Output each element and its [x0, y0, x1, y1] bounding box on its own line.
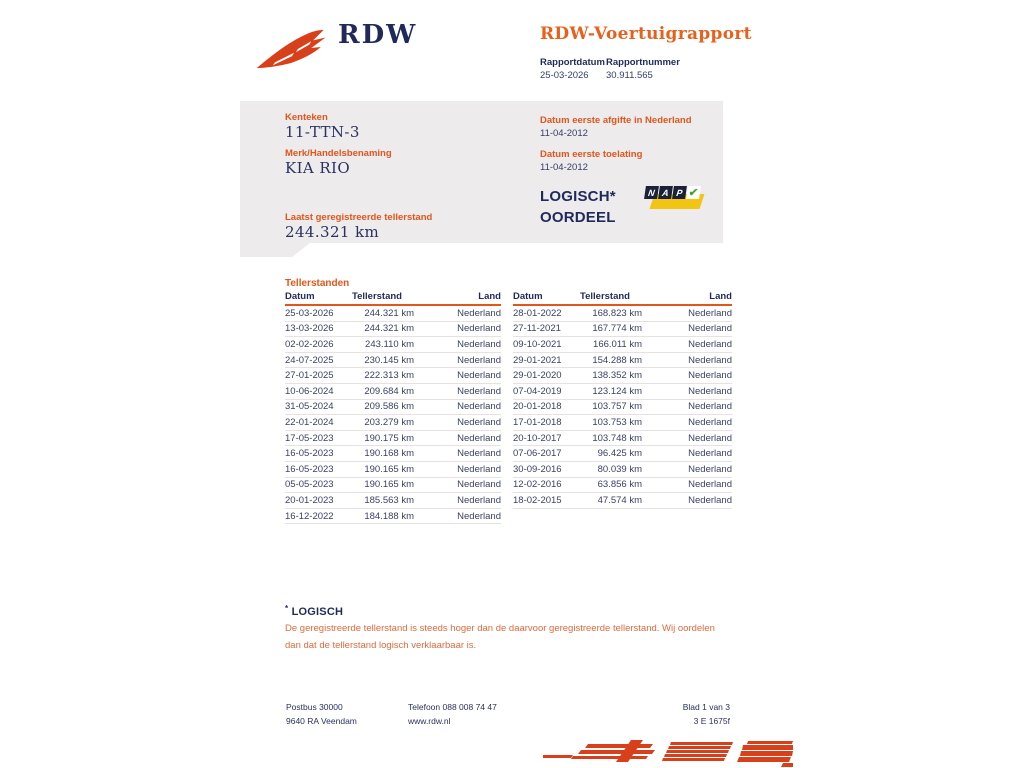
cell-tellerstand: 243.110 km — [365, 338, 414, 350]
logisch-title-text: LOGISCH — [291, 606, 344, 618]
cell-land: Nederland — [688, 338, 732, 350]
cell-land: Nederland — [457, 494, 501, 506]
cell-land: Nederland — [457, 323, 501, 335]
cell-tellerstand: 244.321 km — [364, 307, 414, 319]
footer-address — [286, 700, 357, 728]
table-row — [513, 431, 732, 447]
cell-tellerstand: 47.574 km — [597, 494, 642, 506]
cell-land: Nederland — [688, 323, 732, 335]
cell-tellerstand: 185.563 km — [364, 494, 414, 506]
cell-datum: 09-10-2021 — [513, 338, 562, 350]
cell-land: Nederland — [688, 463, 732, 475]
table-row — [513, 306, 732, 322]
cell-tellerstand: 166.011 km — [593, 338, 642, 350]
nap-check-icon: ✔ — [686, 186, 701, 199]
eerste-toelating-label: Datum eerste toelating — [540, 149, 643, 160]
cell-land: Nederland — [457, 432, 501, 444]
table-row — [285, 337, 501, 353]
kenteken-value: 11-TTN-3 — [285, 123, 360, 141]
cell-tellerstand: 209.586 km — [364, 401, 414, 413]
footer-phone: Telefoon 088 008 74 47 — [408, 702, 497, 712]
table-row — [513, 462, 732, 478]
cell-datum: 29-01-2020 — [513, 370, 562, 382]
cell-land: Nederland — [457, 370, 501, 382]
table-row — [285, 368, 501, 384]
table-row — [285, 446, 501, 462]
cell-datum: 20-10-2017 — [513, 432, 562, 444]
col-header-tellerstand: Tellerstand — [580, 291, 630, 302]
tellerstanden-table-right — [513, 290, 732, 509]
footer-form-code: 3 E 1675f — [693, 716, 730, 726]
nap-letter-n: N — [644, 186, 659, 199]
table-row — [513, 493, 732, 509]
cell-tellerstand: 80.039 km — [597, 463, 642, 475]
col-header-land: Land — [709, 291, 732, 302]
table-body-left — [285, 306, 501, 524]
footer-page-info — [683, 700, 730, 728]
cell-land: Nederland — [457, 416, 501, 428]
cell-tellerstand: 63.856 km — [597, 479, 642, 491]
cell-tellerstand: 190.175 km — [364, 432, 414, 444]
table-row — [513, 415, 732, 431]
cell-land: Nederland — [457, 385, 501, 397]
cell-land: Nederland — [457, 463, 501, 475]
table-row — [513, 446, 732, 462]
col-header-tellerstand: Tellerstand — [352, 291, 402, 302]
cell-land: Nederland — [688, 370, 732, 382]
table-body-right — [513, 306, 732, 509]
cell-land: Nederland — [457, 510, 501, 522]
cell-land: Nederland — [457, 354, 501, 366]
eerste-toelating-value: 11-04-2012 — [540, 162, 588, 173]
eerste-afgifte-value: 11-04-2012 — [540, 128, 588, 139]
cell-datum: 16-05-2023 — [285, 448, 334, 460]
footer-website-link[interactable]: www.rdw.nl — [408, 716, 451, 726]
cell-land: Nederland — [688, 416, 732, 428]
table-row — [285, 400, 501, 416]
cell-tellerstand: 190.168 km — [364, 448, 414, 460]
laatste-tellerstand-value: 244.321 km — [285, 223, 380, 241]
cell-tellerstand: 244.321 km — [364, 323, 414, 335]
cell-datum: 07-04-2019 — [513, 385, 562, 397]
merk-value: KIA RIO — [285, 159, 351, 177]
cell-tellerstand: 138.352 km — [592, 370, 642, 382]
merk-label: Merk/Handelsbenaming — [285, 148, 392, 159]
table-row — [285, 462, 501, 478]
col-header-datum: Datum — [513, 291, 543, 302]
cell-tellerstand: 209.684 km — [364, 385, 414, 397]
eerste-afgifte-label: Datum eerste afgifte in Nederland — [540, 115, 692, 126]
cell-datum: 31-05-2024 — [285, 401, 334, 413]
cell-datum: 18-02-2015 — [513, 494, 562, 506]
nap-letter-p: P — [672, 186, 687, 199]
cell-land: Nederland — [457, 479, 501, 491]
cell-datum: 20-01-2018 — [513, 401, 562, 413]
cell-datum: 17-05-2023 — [285, 432, 334, 444]
logisch-explanation-title — [285, 604, 343, 618]
cell-tellerstand: 96.425 km — [597, 448, 642, 460]
cell-land: Nederland — [688, 354, 732, 366]
cell-tellerstand: 103.748 km — [592, 432, 642, 444]
table-header — [513, 290, 732, 306]
cell-datum: 17-01-2018 — [513, 416, 562, 428]
table-row — [513, 322, 732, 338]
table-row — [513, 368, 732, 384]
table-row — [285, 384, 501, 400]
asterisk: * — [285, 604, 289, 613]
rdw-logo-icon — [255, 26, 333, 70]
kenteken-label: Kenteken — [285, 112, 328, 123]
cell-land: Nederland — [457, 307, 501, 319]
cell-tellerstand: 103.757 km — [592, 401, 642, 413]
laatste-tellerstand-label: Laatst geregistreerde tellerstand — [285, 212, 433, 223]
cell-land: Nederland — [688, 479, 732, 491]
oordeel-line1: LOGISCH* — [540, 188, 616, 205]
oordeel-line2: OORDEEL — [540, 209, 616, 226]
cell-tellerstand: 167.774 km — [592, 323, 642, 335]
cell-tellerstand: 123.124 km — [592, 385, 642, 397]
table-row — [513, 384, 732, 400]
cell-tellerstand: 103.753 km — [592, 416, 642, 428]
cell-tellerstand: 154.288 km — [592, 354, 642, 366]
cell-datum: 20-01-2023 — [285, 494, 334, 506]
cell-datum: 24-07-2025 — [285, 354, 334, 366]
cell-datum: 13-03-2026 — [285, 323, 334, 335]
table-row — [513, 337, 732, 353]
footer-address-line1: Postbus 30000 — [286, 702, 343, 712]
cell-tellerstand: 168.823 km — [592, 307, 642, 319]
table-row — [285, 353, 501, 369]
cell-tellerstand: 190.165 km — [364, 463, 414, 475]
cell-land: Nederland — [457, 401, 501, 413]
cell-tellerstand: 184.188 km — [364, 510, 414, 522]
cell-datum: 30-09-2016 — [513, 463, 562, 475]
cell-datum: 22-01-2024 — [285, 416, 334, 428]
cell-datum: 02-02-2026 — [285, 338, 334, 350]
cell-land: Nederland — [457, 338, 501, 350]
cell-datum: 16-05-2023 — [285, 463, 334, 475]
table-header — [285, 290, 501, 306]
table-row — [285, 493, 501, 509]
table-row — [285, 415, 501, 431]
table-row — [285, 509, 501, 525]
cell-tellerstand: 230.145 km — [364, 354, 414, 366]
col-header-land: Land — [478, 291, 501, 302]
nap-letter-a: A — [658, 186, 673, 199]
footer-graphic — [543, 736, 793, 768]
nap-logo — [645, 184, 705, 211]
report-number-label: Rapportnummer — [606, 57, 680, 68]
cell-datum: 10-06-2024 — [285, 385, 334, 397]
footer-contact — [408, 700, 497, 728]
cell-tellerstand: 190.165 km — [364, 479, 414, 491]
cell-datum: 12-02-2016 — [513, 479, 562, 491]
cell-land: Nederland — [688, 448, 732, 460]
footer-address-line2: 9640 RA Veendam — [286, 716, 357, 726]
oordeel-text — [540, 186, 616, 228]
rdw-logo-text: RDW — [338, 20, 418, 50]
cell-datum: 27-11-2021 — [513, 323, 561, 335]
report-date-label: Rapportdatum — [540, 57, 605, 68]
table-row — [513, 400, 732, 416]
footer-page-indicator: Blad 1 van 3 — [682, 702, 730, 712]
tellerstanden-title: Tellerstanden — [285, 278, 350, 289]
tellerstanden-table-left — [285, 290, 501, 524]
table-row — [285, 478, 501, 494]
cell-tellerstand: 222.313 km — [364, 370, 414, 382]
table-row — [285, 306, 501, 322]
cell-datum: 25-03-2026 — [285, 307, 334, 319]
cell-datum: 29-01-2021 — [513, 354, 562, 366]
table-row — [285, 322, 501, 338]
cell-land: Nederland — [688, 494, 732, 506]
cell-tellerstand: 203.279 km — [364, 416, 414, 428]
cell-datum: 27-01-2025 — [285, 370, 334, 382]
logisch-explanation-text: De geregistreerde tellerstand is steeds hoger dan de daarvoor geregistreerde tellerstand. Wij oordelen dan dat de tellerstand logisch verklaarbaar is. — [285, 623, 715, 651]
table-row — [513, 353, 732, 369]
col-header-datum: Datum — [285, 291, 315, 302]
cell-datum: 28-01-2022 — [513, 307, 562, 319]
cell-land: Nederland — [688, 432, 732, 444]
cell-land: Nederland — [688, 307, 732, 319]
page-title: RDW-Voertuigrapport — [540, 24, 752, 44]
cell-datum: 05-05-2023 — [285, 479, 334, 491]
cell-land: Nederland — [688, 401, 732, 413]
cell-land: Nederland — [457, 448, 501, 460]
table-row — [285, 431, 501, 447]
report-number-value: 30.911.565 — [606, 70, 653, 81]
cell-land: Nederland — [688, 385, 732, 397]
table-row — [513, 478, 732, 494]
report-date-value: 25-03-2026 — [540, 70, 589, 81]
cell-datum: 16-12-2022 — [285, 510, 334, 522]
cell-datum: 07-06-2017 — [513, 448, 562, 460]
